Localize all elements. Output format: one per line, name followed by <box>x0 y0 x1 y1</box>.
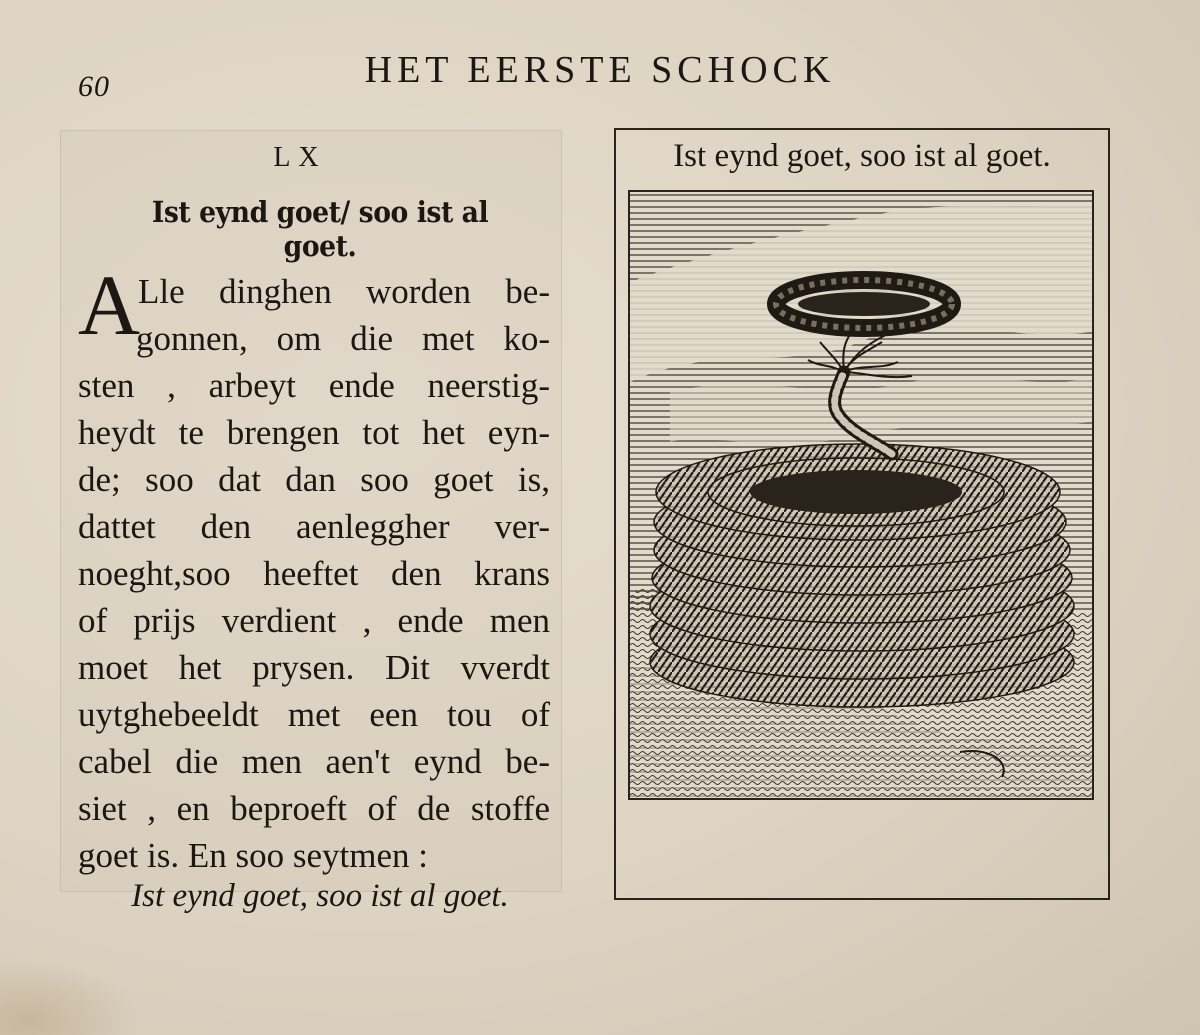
body-line: of prijs verdient , ende men <box>78 601 550 640</box>
body-line: uytghebeeldt met een tou of <box>78 695 550 734</box>
page-number: 60 <box>78 70 110 103</box>
body-line: cabel die men aen't eynd be- <box>78 742 550 781</box>
body-line: goet is. En soo seytmen : <box>78 836 428 875</box>
body-line: noeght,soo heeftet den krans <box>78 554 550 593</box>
body-text <box>78 268 550 879</box>
body-line: Lle dinghen worden be- <box>138 272 550 311</box>
body-line: siet , en beproeft of de stoffe <box>78 789 550 828</box>
paper-stain <box>0 960 140 1035</box>
drop-cap: A <box>78 257 141 353</box>
body-line: gonnen, om die met ko- <box>136 319 550 358</box>
body-line: moet het prysen. Dit vverdt <box>78 648 550 687</box>
body-line: de; soo dat dan soo goet is, <box>78 460 550 499</box>
body-line: sten , arbeyt ende neerstig- <box>78 366 550 405</box>
body-line: heydt te brengen tot het eyn- <box>78 413 550 452</box>
running-head: HET EERSTE SCHOCK <box>364 49 836 91</box>
chapter-title: Ist eynd goet/ soo ist al goet. <box>151 195 489 263</box>
plate-motto: Ist eynd goet, soo ist al goet. <box>673 138 1051 174</box>
laurel-wreath <box>776 280 952 328</box>
body-line: dattet den aenleggher ver- <box>78 507 550 546</box>
coil-center <box>750 470 962 514</box>
chapter-number: LX <box>273 142 327 173</box>
emblem-engraving <box>628 190 1094 800</box>
closing-motto: Ist eynd goet, soo ist al goet. <box>131 878 509 914</box>
coiled-rope-illustration <box>630 192 1092 798</box>
